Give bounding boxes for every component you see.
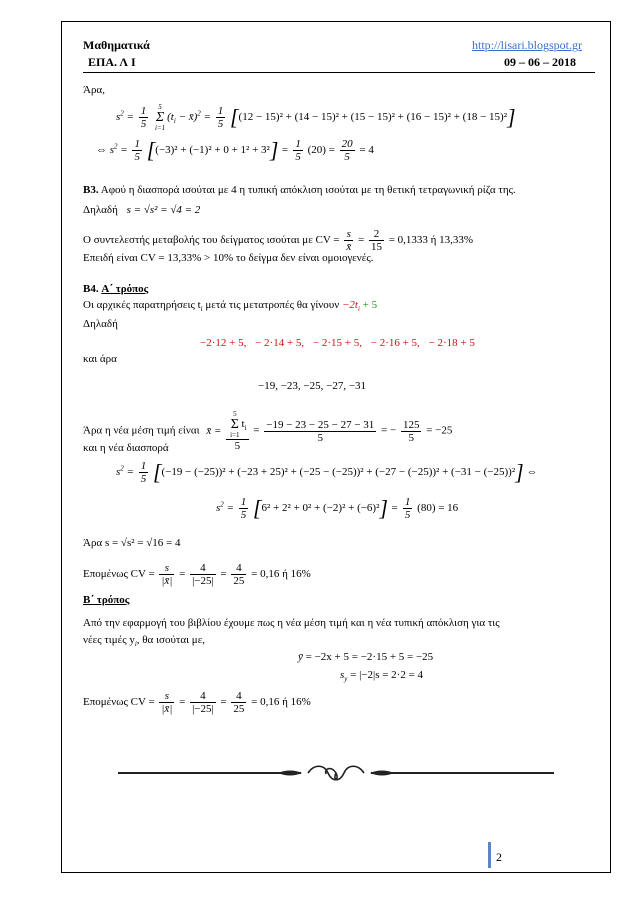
- b3-dilady-line: [83, 204, 200, 216]
- new-cv-result: = 0,16 ή 16%: [251, 568, 311, 581]
- method-b-label: Β΄ τρόπος: [83, 594, 130, 606]
- section-b4-label: Β4.: [83, 283, 99, 295]
- new-cv-text: Επομένως CV =: [83, 568, 155, 581]
- y-mean-formula: ȳ = −2x + 5 = −2·15 + 5 = −25: [298, 651, 434, 663]
- book-text-2b: , θα ισούται με,: [136, 634, 206, 646]
- obs-text-2: μετά τις μετατροπές θα γίνουν: [205, 299, 340, 311]
- ornament-divider: [118, 758, 554, 788]
- cv-b-result: = 0,16 ή 16%: [251, 696, 311, 709]
- section-b3-statement: Αφού η διασπορά ισούται με 4 η τυπική απόκλιση ισούται με τη θετική τετραγωνική ρίζα της.: [100, 184, 516, 196]
- header-class: ΕΠΑ. Λ Ι: [88, 55, 136, 69]
- new-var-formula-2: $s^2$ = $\frac{1}{5}$ [6² + 2² + 0² + (−2)² + (−6)²] = $\frac{1}{5}$ (80) = 16: [216, 495, 459, 521]
- b4-observations: Οι αρχικές παρατηρήσεις $t_i$ μετά τις μετατροπές θα $\gamma ί\nu o\upsilon\nu -2t_i + 5$: [83, 299, 378, 314]
- kai-ara-label: και άρα: [83, 353, 117, 365]
- b4-dilady: Δηλαδή: [83, 318, 118, 330]
- header-subject: Μαθηματικά: [83, 38, 150, 52]
- frac-num: 20: [341, 138, 353, 150]
- section-b3-text: [83, 184, 516, 196]
- new-mean-line: Άρα η νέα μέση τιμή είναι x̄ = 5 Σ $i=1t_i$ 5 = $\frac{-19 - 23 - 25 - 27 - 31}{5}$ = − $\frac{125}{5}$ = −25: [83, 410, 453, 452]
- new-values: −19, −23, −25, −27, −31: [258, 380, 367, 392]
- new-std: Άρα s = √s² = √16 = 4: [83, 537, 181, 549]
- section-b3-label: Β3.: [83, 184, 99, 196]
- variance-result: = 4: [359, 144, 374, 157]
- computation-4: − 2·16 + 5,: [370, 337, 420, 349]
- mean-result: = −25: [426, 424, 453, 437]
- new-var-terms: (−19 − (−25))² + (−23 + 25)² + (−25 − (−25))² + (−27 − (−25))² + (−31 − (−25))²: [161, 466, 516, 479]
- computation-3: − 2·15 + 5,: [312, 337, 362, 349]
- b3-cv-line: Ο συντελεστής μεταβολής του δείγματος ισούται με CV = $\frac{s}{x̄}$ = $\frac{2}{15}$ = 0,1333 ή 13,33%: [83, 228, 474, 253]
- method-a-label: Α΄ τρόπος: [101, 283, 149, 295]
- ara-label: Άρα,: [83, 84, 105, 96]
- transform-pos: + 5: [362, 299, 378, 311]
- cv-text: Ο συντελεστής μεταβολής του δείγματος ισούται με CV =: [83, 234, 340, 247]
- header-date: 09 – 06 – 2018: [504, 55, 576, 69]
- cv-result: = 0,1333 ή 13,33%: [388, 234, 474, 247]
- transform-neg: −2t: [341, 299, 358, 311]
- new-var-label: και η νέα διασπορά: [83, 442, 169, 454]
- cv-den: 15: [370, 241, 382, 253]
- new-var-terms-2: 6² + 2² + 0² + (−2)² + (−6)²: [261, 502, 380, 515]
- new-var-result: (80) = 16: [417, 502, 459, 515]
- b3-conclusion: Επειδή είναι CV = 13,33% > 10% το δείγμα δεν είναι ομοιογενές.: [83, 252, 374, 264]
- variance-terms-2: (−3)² + (−1)² + 0 + 1² + 3²: [155, 144, 270, 157]
- variance-formula-line2: ⇔ $s^2$ = $\frac{1}{5}$ [(−3)² + (−1)² + 0 + 1² + 3²] = $\frac{1}{5}$ (20) = $\frac{20}{5}$ = 4: [96, 137, 374, 163]
- mean-numerator: −19 − 23 − 25 − 27 − 31: [266, 418, 375, 431]
- cv-b-text: Επομένως CV =: [83, 696, 155, 709]
- book-text-1: Από την εφαρμογή του βιβλίου έχουμε πως η νέα μέση τιμή και η νέα τυπική απόκλιση για τις: [83, 617, 500, 629]
- variance-terms: (12 − 15)² + (14 − 15)² + (15 − 15)² + (16 − 15)² + (18 − 15)²: [238, 111, 507, 124]
- y-mean: = −2x + 5 = −2·15 + 5 = −25: [305, 651, 434, 663]
- new-var-formula: $s^2$ = $\frac{1}{5}$ [(−19 − (−25))² + (−23 + 25)² + (−25 − (−25))² + (−27 − (−25))² + (−31 − (−25))²] ⇔: [116, 459, 538, 485]
- header-divider: [83, 72, 595, 73]
- sy-formula: $s_y = |-2|s = 2\cdot 2 = 4$: [340, 669, 424, 684]
- mean-denominator: 5: [317, 431, 324, 444]
- book-text-2a: νέες τιμές y: [83, 634, 135, 646]
- dilady-label: Δηλαδή: [83, 204, 118, 216]
- variance-formula-line1: $s^2$ = $\frac{1}{5}$ 5 Σ $i=1(t_i$ − x̄)$^2$ = $\frac{1}{5}$ [(12 − 15)² + (14 − 15)² + (15 − 15)² + (16 − 15)² + (18 − 15)²]: [116, 103, 516, 132]
- cv-b-line: Επομένως CV = $\frac{s}{|x̄|}$ = $\frac{4}{|-25|}$ = $\frac{4}{25}$ = 0,16 ή 16%: [83, 690, 311, 715]
- b4-heading: [83, 283, 148, 295]
- ornament-tip-left: [278, 771, 302, 776]
- cv-num: 2: [369, 228, 384, 241]
- variance-tail: (20) =: [307, 144, 335, 157]
- computation-2: − 2·14 + 5,: [255, 337, 305, 349]
- header-url-link[interactable]: http://lisari.blogspot.gr: [472, 38, 582, 52]
- computation-1: −2·12 + 5,: [200, 337, 247, 349]
- new-cv-line: Επομένως CV = $\frac{s}{|x̄|}$ = $\frac{4}{|-25|}$ = $\frac{4}{25}$ = 0,16 ή 16%: [83, 562, 311, 587]
- sy: = |−2|s = 2·2 = 4: [350, 669, 424, 681]
- page-number: 2: [496, 850, 502, 864]
- frac-den: 5: [344, 151, 350, 163]
- new-mean-text: Άρα η νέα μέση τιμή είναι: [83, 424, 200, 437]
- mean-numerator-2: 125: [402, 418, 420, 431]
- obs-text: Οι αρχικές παρατηρήσεις t: [83, 299, 201, 311]
- ornament-tip-right: [370, 771, 394, 776]
- computation-5: − 2·18 + 5: [428, 337, 475, 349]
- std-formula: s = √s² = √4 = 2: [126, 204, 201, 216]
- book-text-2: νέες τιμές $y_i$, θα ισούται με,: [83, 634, 206, 649]
- b4-computations: [200, 337, 475, 349]
